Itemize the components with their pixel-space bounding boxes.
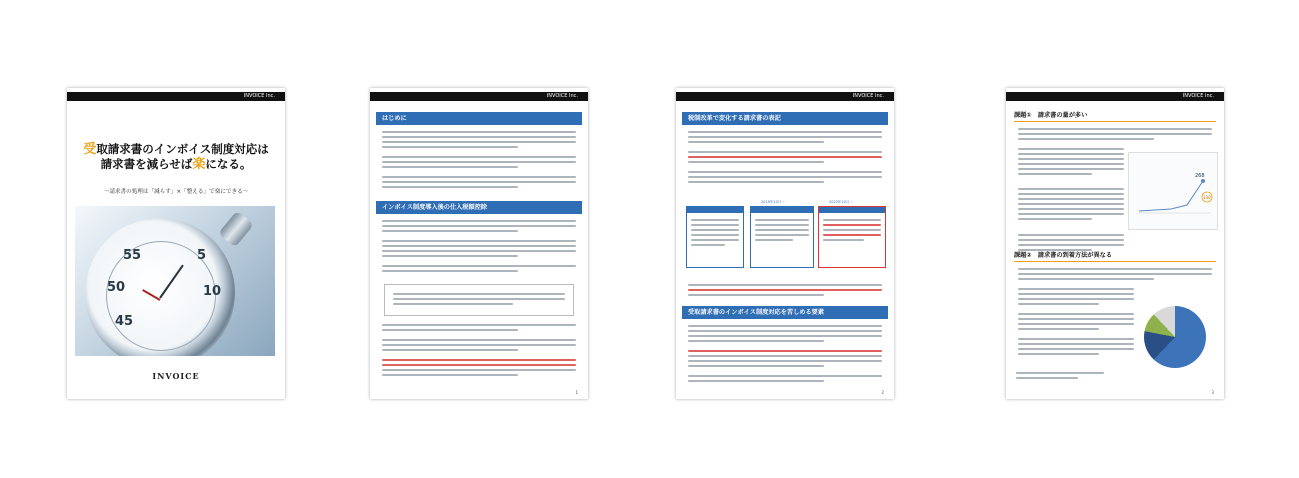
- flow-diagram-mid: [750, 200, 814, 268]
- cover-title: 受取請求書のインボイス制度対応は 請求書を減らせば楽になる。: [83, 142, 269, 172]
- paragraph: [382, 339, 576, 354]
- dial-number: 45: [115, 314, 134, 329]
- paragraph: [382, 156, 576, 171]
- paragraph: [688, 375, 882, 385]
- chart-value-label: 268: [1195, 173, 1205, 179]
- note-box: [384, 284, 574, 316]
- flow-label: 2019年10月〜: [761, 200, 785, 204]
- flow-diagram-right: [818, 200, 886, 268]
- section-heading: 受取請求書のインボイス制度対応を苦しめる要素: [682, 306, 888, 319]
- issue-heading: 課題① 請求書の量が多い: [1014, 112, 1088, 119]
- chart-value-label: 130: [1203, 195, 1211, 200]
- page-number: 1: [575, 390, 578, 395]
- legend: [1016, 372, 1104, 382]
- paragraph: [1018, 148, 1124, 178]
- paragraph: [382, 324, 576, 334]
- paragraph: [688, 325, 882, 345]
- brand-logo: INVOICE: [152, 371, 200, 381]
- document-page-cover[interactable]: [67, 88, 285, 399]
- stopwatch-photo: [75, 206, 275, 356]
- paragraph: [382, 265, 576, 275]
- section-heading: はじめに: [376, 112, 582, 125]
- dial-number: 55: [123, 248, 142, 263]
- flow-diagram-left: [686, 206, 744, 268]
- dial-number: 50: [107, 280, 126, 295]
- document-page-2[interactable]: [370, 88, 588, 399]
- paragraph: [1018, 288, 1134, 308]
- document-page-3[interactable]: [676, 88, 894, 399]
- pie-chart: [1144, 306, 1206, 368]
- page-number: 2: [881, 390, 884, 395]
- paragraph: [1018, 128, 1212, 143]
- paragraph: [382, 359, 576, 379]
- paragraph: [382, 176, 576, 191]
- paragraph: [1018, 268, 1212, 283]
- page-header-bar: INVOICE Inc.: [676, 92, 894, 101]
- dial-number: 5: [197, 248, 207, 263]
- paragraph: [382, 220, 576, 235]
- paragraph: [1018, 188, 1124, 223]
- paragraph: [1018, 313, 1134, 333]
- paragraph: [688, 350, 882, 370]
- paragraph: [688, 284, 882, 299]
- section-heading: インボイス制度導入後の仕入税額控除: [376, 201, 582, 214]
- paragraph: [688, 131, 882, 146]
- page-header-bar: INVOICE Inc.: [67, 92, 285, 101]
- page-header-bar: INVOICE Inc.: [370, 92, 588, 101]
- paragraph: [382, 131, 576, 151]
- section-heading: 税制改革で変化する請求書の表記: [682, 112, 888, 125]
- page-number: 3: [1211, 390, 1214, 395]
- flow-label: 2023年10月〜: [829, 200, 853, 204]
- cover-subtitle: 〜請求書の処理は「減らす」×「整える」で楽にできる〜: [103, 189, 249, 195]
- dial-number: 10: [203, 284, 222, 299]
- paragraph: [688, 171, 882, 186]
- page-header-bar: INVOICE Inc.: [1006, 92, 1224, 101]
- paragraph: [382, 240, 576, 260]
- line-chart-svg: [1129, 153, 1217, 229]
- issue-heading: 課題② 請求書の到着方法が異なる: [1014, 252, 1113, 259]
- document-page-4[interactable]: [1006, 88, 1224, 399]
- paragraph: [688, 151, 882, 166]
- line-chart: [1128, 152, 1218, 230]
- paragraph: [1018, 338, 1134, 358]
